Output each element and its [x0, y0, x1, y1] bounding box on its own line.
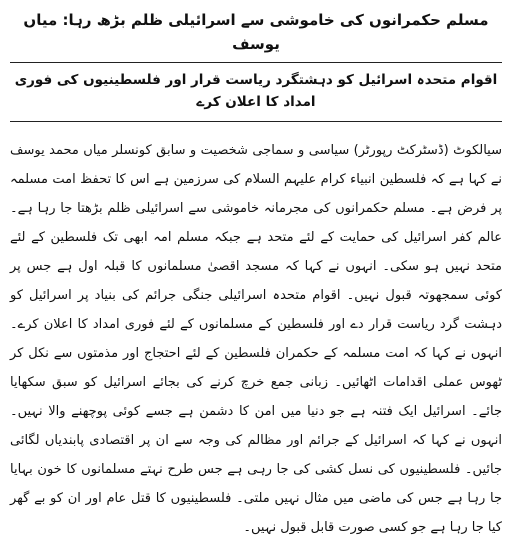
headline: مسلم حکمرانوں کی خاموشی سے اسرائیلی ظلم بڑھ رہا: میاں یوسف — [10, 6, 502, 63]
subheadline: اقوام متحدہ اسرائیل کو دہشتگرد ریاست قرار اور فلسطینیوں کی فوری امداد کا اعلان کرے — [10, 63, 502, 122]
article-body: سیالکوٹ (ڈسٹرکٹ رپورٹر) سیاسی و سماجی شخصیت و سابق کونسلر میاں محمد یوسف نے کہا ہے کہ فلسطین انبیاء کرام علیہم السلام کی سرزمین ہے اس کا تحفظ امت مسلمہ پر فرض ہے۔ مسلم حکمرانوں کی مجرمانہ خاموشی سے اسرائیلی ظلم بڑھتا جا رہا ہے۔ عالم کفر اسرائیل کی حمایت کے لئے متحد ہے جبکہ مسلم امہ ابھی تک فلسطین کے لئے متحد نہیں ہو سکی۔ انہوں نے کہا کہ مسجد اقصیٰ مسلمانوں کا قبلہ اول ہے جس پر کوئی سمجھوتہ قبول نہیں۔ اقوام متحدہ اسرائیلی جنگی جرائم کی بنیاد پر اسرائیل کو دہشت گرد ریاست قرار دے اور فلسطین کے مسلمانوں کے لئے فوری امداد کا اعلان کرے۔ انہوں نے کہا کہ امت مسلمہ کے حکمران فلسطین کے لئے احتجاج اور مذمتوں سے نکل کر ٹھوس عملی اقدامات اٹھائیں۔ زبانی جمع خرچ کرنے کی بجائے اسرائیل کو سبق سکھایا جائے۔ اسرائیل ایک فتنہ ہے جو دنیا میں امن کا دشمن ہے جسے کوئی پوچھنے والا نہیں۔ انہوں نے کہا کہ اسرائیل کے جرائم اور مظالم کی وجہ سے ان پر اقتصادی پابندیاں لگائی جائیں۔ فلسطینیوں کی نسل کشی کی جا رہی ہے جس طرح نہتے مسلمانوں کا خون بہایا جا رہا ہے جس کی ماضی میں مثال نہیں ملتی۔ فلسطینیوں کا قتل عام اور ان کو بے گھر کیا جا رہا ہے جو کسی صورت قابل قبول نہیں۔ — [10, 143, 502, 535]
